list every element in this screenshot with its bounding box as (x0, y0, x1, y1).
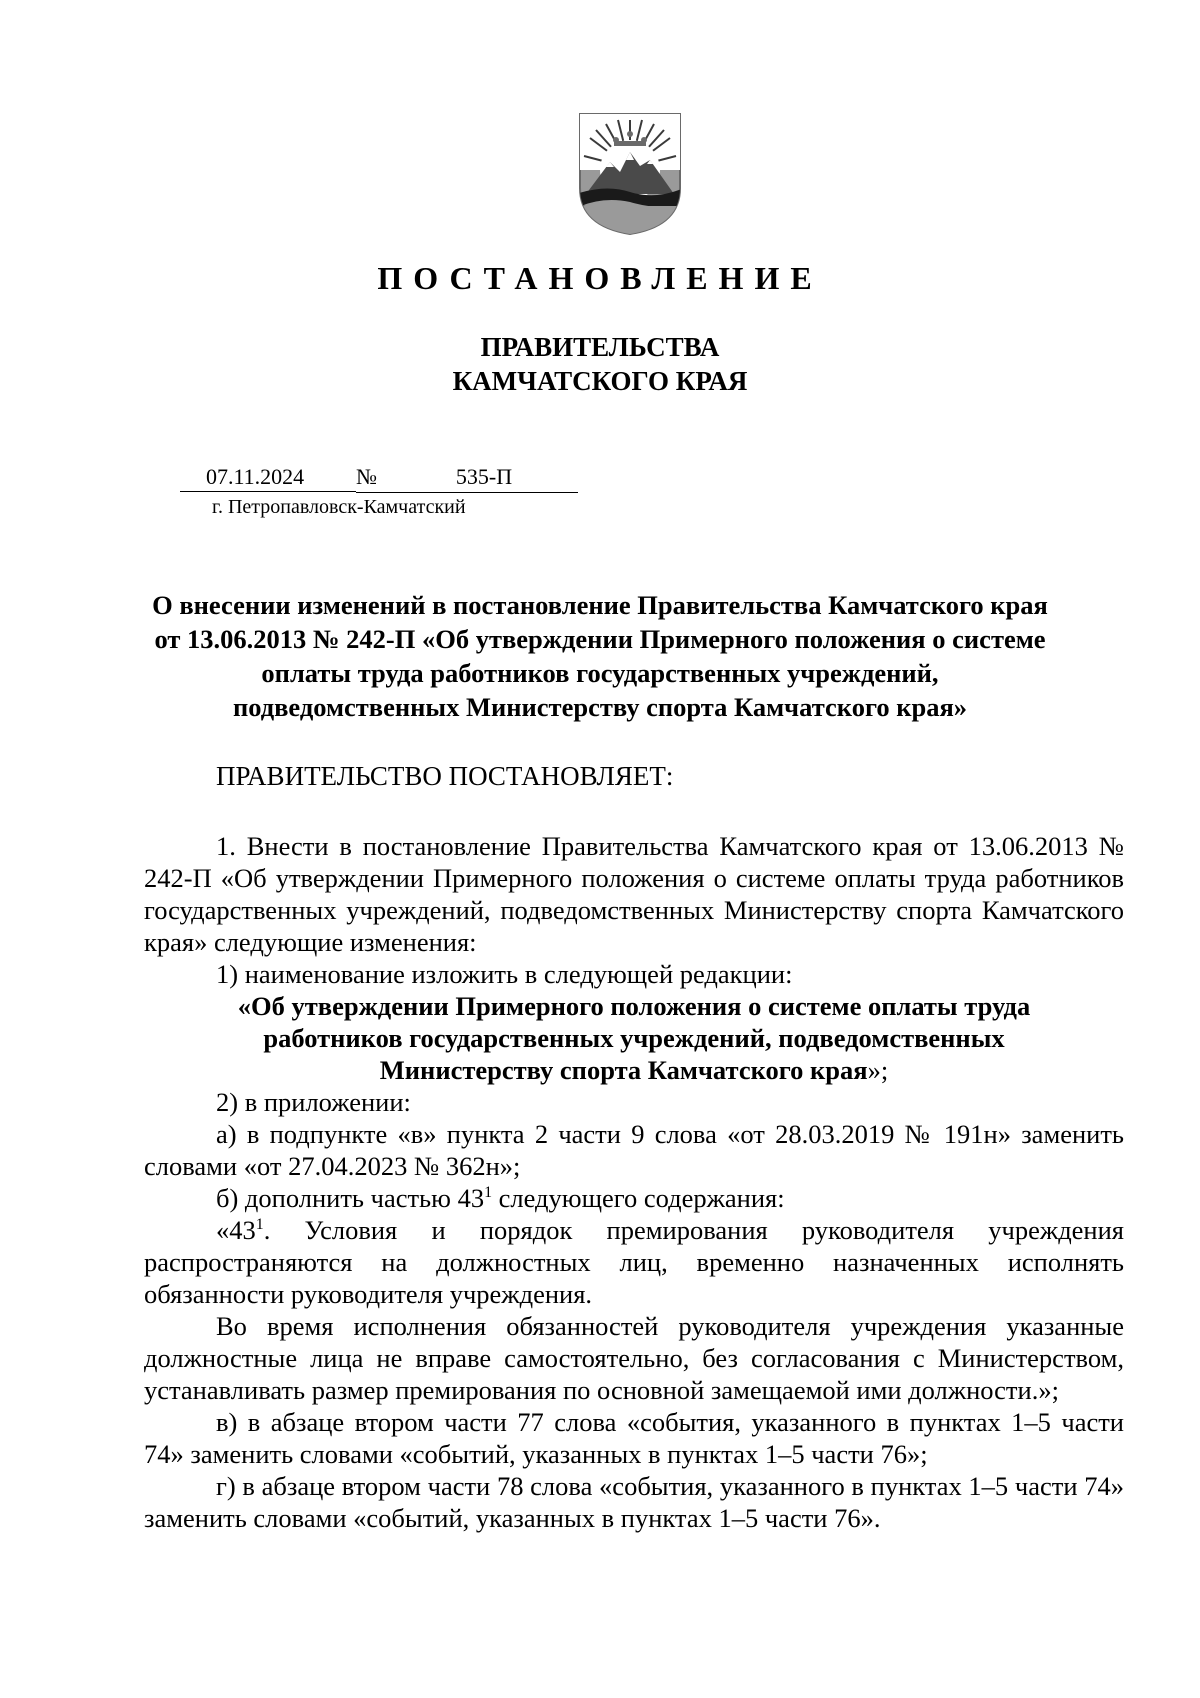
quote-line-text: Министерству спорта Камчатского края (379, 1055, 868, 1085)
issue-city: г. Петропавловск-Камчатский (212, 496, 466, 518)
subject-line: от 13.06.2013 № 242-П «Об утверждении Примерного положения о системе (154, 624, 1046, 654)
paragraph-text: б) дополнить частью 43 (216, 1183, 485, 1213)
document-subject (130, 588, 1070, 724)
coat-of-arms-icon (576, 110, 684, 236)
document-body (144, 830, 1124, 1534)
paragraph: Во время исполнения обязанностей руководителя учреждения указанные должностные лица не вправе самостоятельно, без согласования с Министерством, устанавливать размер премирования по основной замещаемой ими должности.»; (144, 1311, 1124, 1405)
subject-line: подведомственных Министерству спорта Камчатского края» (232, 692, 968, 722)
paragraph: 1. Внести в постановление Правительства Камчатского края от 13.06.2013 № 242-П «Об утверждении Примерного положения о системе оплаты труда работников государственных учреждений, подведомственных Министерству спорта Камчатского края» следующие изменения: (144, 831, 1124, 957)
new-title-quote (144, 990, 1124, 1086)
issuing-authority-line: ПРАВИТЕЛЬСТВА (480, 332, 720, 362)
registration-number: 535-П (390, 462, 578, 493)
paragraph-text: «43 (216, 1215, 256, 1245)
quote-line: работников государственных учреждений, подведомственных (263, 1023, 1005, 1053)
subject-line: О внесении изменений в постановление Правительства Камчатского края (152, 590, 1048, 620)
paragraph: 1) наименование изложить в следующей редакции: (216, 959, 793, 989)
decree-statement: ПРАВИТЕЛЬСТВО ПОСТАНОВЛЯЕТ: (216, 761, 674, 791)
paragraph: г) в абзаце втором части 78 слова «события, указанного в пунктах 1–5 части 74» заменить словами «событий, указанных в пунктах 1–5 части 76». (144, 1471, 1124, 1533)
paragraph: а) в подпункте «в» пункта 2 части 9 слова «от 28.03.2019 № 191н» заменить словами «от 27.04.2023 № 362н»; (144, 1119, 1124, 1181)
subject-line: оплаты труда работников государственных учреждений, (261, 658, 939, 688)
paragraph-text: следующего содержания: (492, 1183, 785, 1213)
superscript: 1 (255, 1216, 264, 1234)
issuing-authority-line: КАМЧАТСКОГО КРАЯ (452, 366, 748, 396)
registration-date: 07.11.2024 (180, 462, 356, 492)
paragraph: 2) в приложении: (216, 1087, 411, 1117)
superscript: 1 (484, 1184, 493, 1202)
paragraph (144, 1182, 1124, 1214)
paragraph-text: . Условия и порядок премирования руководителя учреждения распространяются на должностных лиц, временно назначенных исполнять обязанности руководителя учреждения. (144, 1215, 1124, 1309)
quote-line: «Об утверждении Примерного положения о системе оплаты труда (237, 991, 1031, 1021)
registration-number-sign: № (356, 462, 390, 493)
paragraph (144, 1214, 1124, 1310)
quote-line (144, 1054, 1124, 1086)
document-type: ПОСТАНОВЛЕНИЕ (377, 260, 823, 296)
issuing-authority (0, 330, 1200, 398)
paragraph: в) в абзаце втором части 77 слова «события, указанного в пунктах 1–5 части 74» заменить словами «событий, указанных в пунктах 1–5 части 76»; (144, 1407, 1124, 1469)
quote-tail: »; (867, 1055, 889, 1085)
